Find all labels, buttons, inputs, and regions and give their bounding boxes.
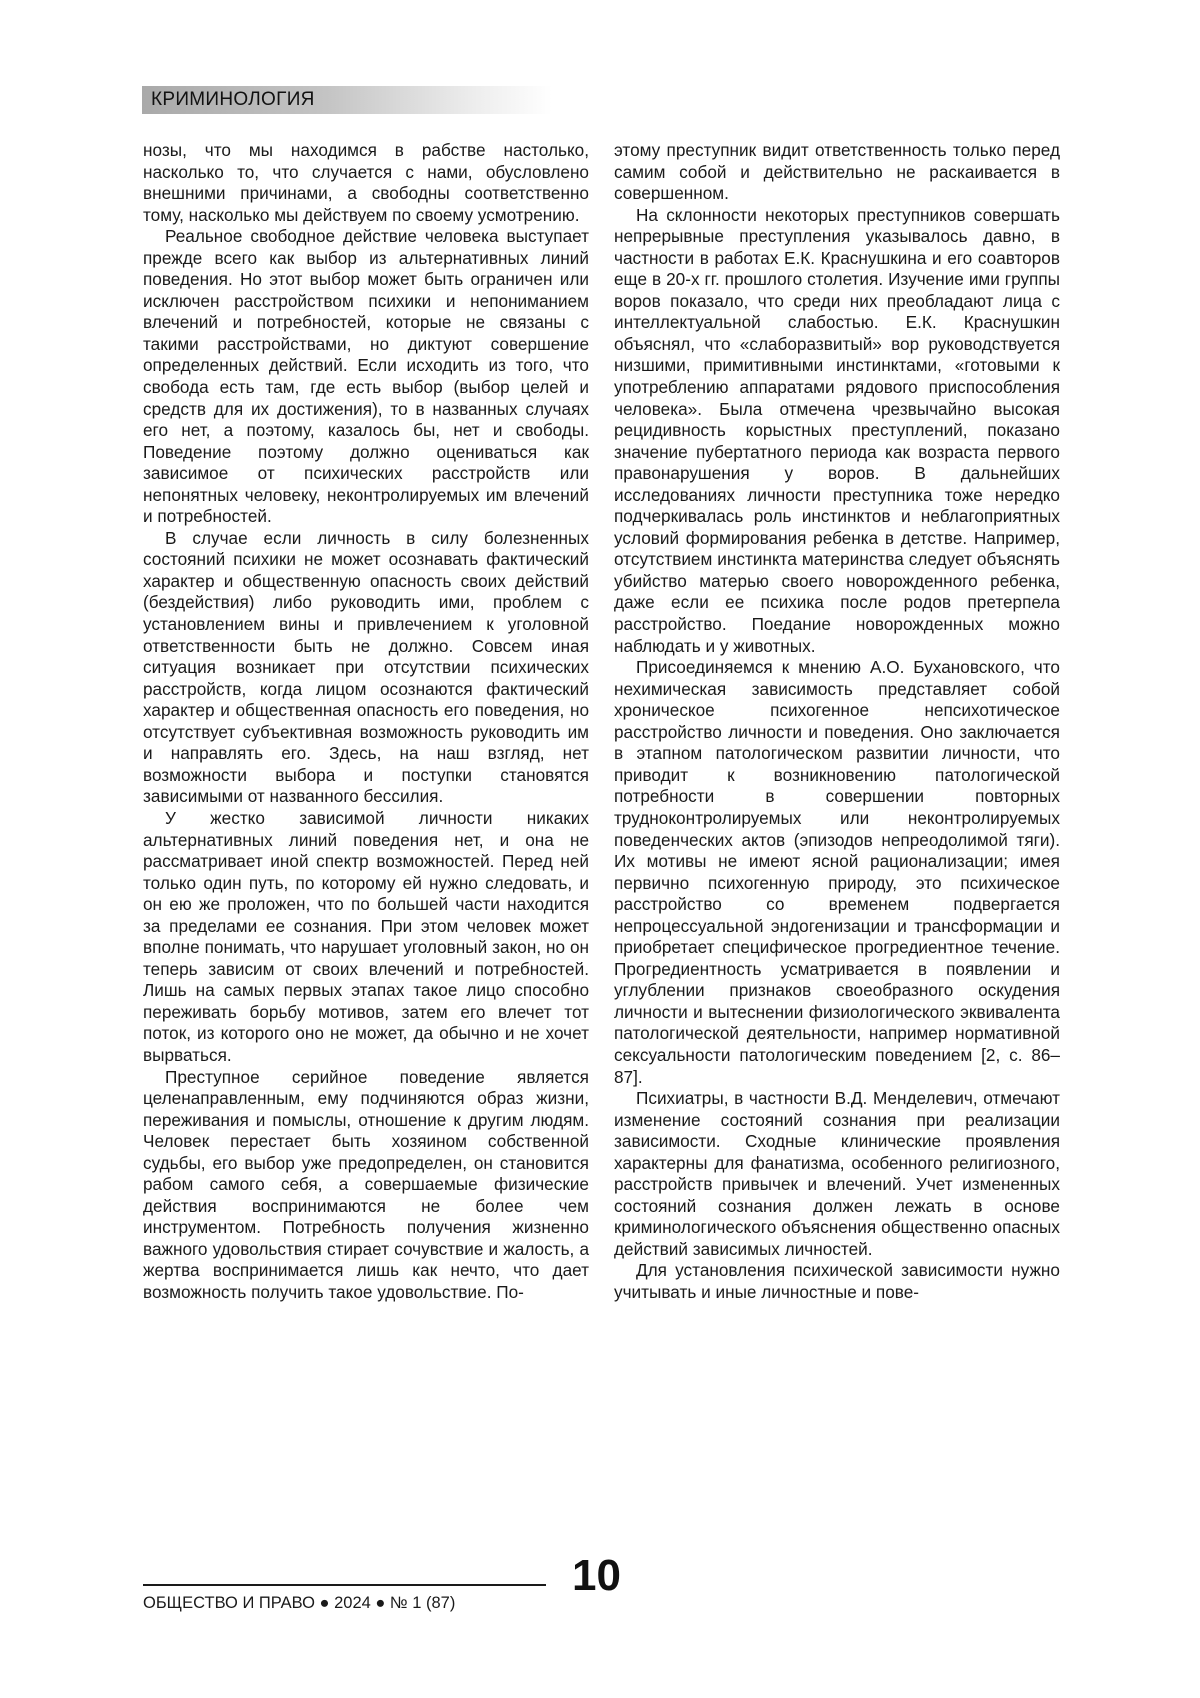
section-header [142, 86, 552, 114]
right-column [614, 140, 1060, 1304]
right-paragraph-4: Психиатры, в частности В.Д. Менделевич, отмечают изменение состояний сознания при реализации зависимости. Сходные клинические проявления характерны для фанатизма, особенного религиозного, расстройств привычек и влечений. Учет измененных состояний сознания должен лежать в основе криминологического объяснения общественно опасных действий зависимых личностей. [614, 1088, 1060, 1259]
left-paragraph-5: Преступное серийное поведение является целенаправленным, ему подчиняются образ жизни, переживания и помыслы, отношение к другим людям. Человек перестает быть хозяином собственной судьбы, его выбор уже предопределен, он становится рабом самого себя, а совершаемые физические действия воспринимаются не более чем инструментом. Потребность получения жизненно важного удовольствия стирает сочувствие и жалость, а жертва воспринимается лишь как нечто, что дает возможность получить такое удовольствие. По- [143, 1066, 589, 1302]
left-paragraph-4: У жестко зависимой личности никаких альтернативных линий поведения нет, и она не рассматривает иной спектр возможностей. Перед ней только один путь, по которому ей нужно следовать, и он ею же проложен, что по большей части находится за пределами ее сознания. При этом человек может вполне понимать, что нарушает уголовный закон, но он теперь зависим от своих влечений и потребностей. Лишь на самых первых этапах такое лицо способно переживать борьбу мотивов, затем его влечет тот поток, из которого оно не может, да обычно и не хочет вырваться. [143, 807, 589, 1065]
section-title: КРИМИНОЛОГИЯ [151, 89, 315, 110]
right-paragraph-5: Для установления психической зависимости нужно учитывать и иные личностные и пове- [614, 1260, 1060, 1302]
left-paragraph-1: нозы, что мы находимся в рабстве настолько, насколько то, что случается с нами, обусловлено внешними причинами, а свободны соответственно тому, насколько мы действуем по своему усмотрению. [143, 140, 589, 225]
footer-divider [143, 1584, 546, 1586]
left-column [143, 140, 589, 1304]
left-paragraph-3: В случае если личность в силу болезненных состояний психики не может осознавать фактический характер и общественную опасность своих действий (бездействия) либо руководить ими, проблем с установлением вины и привлечением к уголовной ответственности быть не должно. Совсем иная ситуация возникает при отсутствии психических расстройств, когда лицом осознаются фактический характер и общественная опасность его поведения, но отсутствует субъективная возможность руководить им и направлять его. Здесь, на наш взгляд, нет возможности выбора и поступки становятся зависимыми от названного бессилия. [143, 527, 589, 807]
right-paragraph-1: этому преступник видит ответственность только перед самим собой и действительно не раскаивается в совершенном. [614, 140, 1060, 204]
right-paragraph-2: На склонности некоторых преступников совершать непрерывные преступления указывалось давно, в частности в работах Е.К. Краснушкина и его соавторов еще в 20-х гг. прошлого столетия. Изучение ими группы воров показало, что среди них преобладают лица с интеллектуальной слабостью. Е.К. Краснушкин объяснял, что «слаборазвитый» вор руководствуется низшими, примитивными инстинктами, «готовыми к употреблению аппаратами рядового приспособления человека». Была отмечена чрезвычайно высокая рецидивность корыстных преступлений, показано значение пубертатного периода как возраста первого правонарушения у воров. В дальнейших исследованиях личности преступника тоже нередко подчеркивалась роль инстинктов и неблагоприятных условий формирования ребенка в детстве. Например, отсутствием инстинкта материнства следует объяснять убийство матерью своего новорожденного ребенка, даже если ее психика после родов претерпела расстройство. Поедание новорожденных можно наблюдать и у животных. [614, 204, 1060, 656]
footer-journal-info: ОБЩЕСТВО И ПРАВО ● 2024 ● № 1 (87) [143, 1594, 456, 1612]
left-paragraph-2: Реальное свободное действие человека выступает прежде всего как выбор из альтернативных линий поведения. Но этот выбор может быть ограничен или исключен расстройством психики и непониманием влечений и потребностей, которые не связаны с такими расстройствами, но диктуют совершение определенных действий. Если исходить из того, что свобода есть там, где есть выбор (выбор целей и средств для их достижения), то в названных случаях его нет, а поэтому, казалось бы, нет и свободы. Поведение поэтому должно оцениваться как зависимое от психических расстройств или непонятных человеку, неконтролируемых им влечений и потребностей. [143, 226, 589, 527]
right-paragraph-3: Присоединяемся к мнению А.О. Бухановского, что нехимическая зависимость представляет собой хроническое психогенное непсихотическое расстройство личности и поведения. Оно заключается в этапном патологическом развитии личности, что приводит к возникновению патологической потребности в совершении повторных трудноконтролируемых или неконтролируемых поведенческих актов (эпизодов непреодолимой тяги). Их мотивы не имеют ясной рационализации; имея первично психогенную природу, это психическое расстройство со временем подвергается непроцессуальной эндогенизации и трансформации и приобретает специфическое прогредиентное течение. Прогредиентность усматривается в появлении и углублении признаков своеобразного оскудения личности и вытеснении физиологического эквивалента патологической деятельности, например нормативной сексуальности патологическим поведением [2, с. 86–87]. [614, 657, 1060, 1087]
page-number: 10 [572, 1551, 621, 1600]
